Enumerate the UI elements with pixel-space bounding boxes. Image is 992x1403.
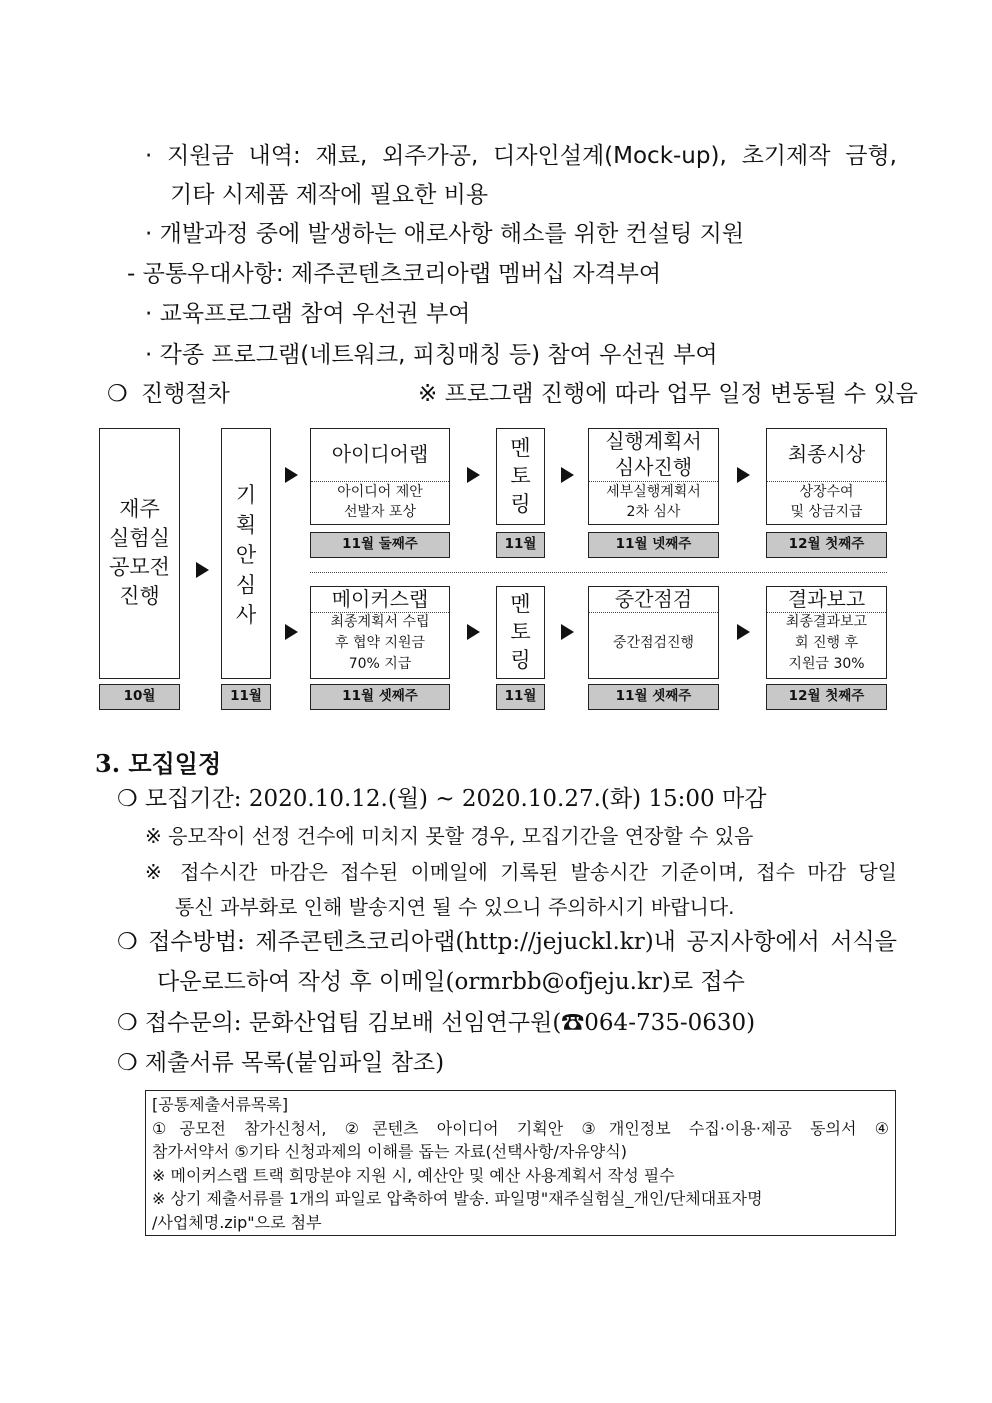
flow-plan-title-2: 심사진행	[614, 455, 693, 479]
arrow-icon	[561, 624, 574, 640]
flow-result-label: 12월 첫째주	[766, 684, 887, 710]
flow-start-title-2: 실험실	[109, 526, 170, 550]
schedule-note-2a: ※ 접수시간 마감은 접수된 이메일에 기록된 발송시간 기준이며, 접수 마감 당일	[145, 860, 897, 884]
schedule-method-b: 다운로드하여 작성 후 이메일(ormrbb@ofjeju.kr)로 접수	[157, 969, 745, 995]
support-line-4: · 교육프로그램 참여 우선권 부여	[145, 301, 471, 327]
flow-mentor2-title-3: 링	[510, 648, 531, 672]
flow-result-desc-2: 회 진행 후	[795, 635, 858, 651]
flow-review-label: 11월	[221, 684, 271, 710]
flow-mentor1-box	[496, 428, 545, 525]
doc-list-line-3: ※ 메이커스랩 트랙 희망분야 지원 시, 예산안 및 예산 사용계획서 작성 필수	[152, 1165, 675, 1185]
doc-list-line-2: 참가서약서 ⑤기타 신청과제의 이해를 돕는 자료(선택사항/자유양식)	[152, 1142, 627, 1161]
flow-plan-box	[588, 428, 719, 525]
doc-list-line-1: ①공모전 참가신청서, ②콘텐츠 아이디어 기획안 ③개인정보 수집·이용·제공 동의서 ④	[152, 1118, 889, 1138]
doc-list-line-5: /사업체명.zip"으로 첨부	[152, 1212, 322, 1232]
doc-list-line-4: ※ 상기 제출서류를 1개의 파일로 압축하여 발송. 파일명"재주실험실_개인/단체대표자명	[152, 1189, 763, 1208]
flow-maker-desc-3: 70% 지급	[348, 656, 412, 672]
schedule-docs: ❍ 제출서류 목록(붙임파일 참조)	[117, 1050, 445, 1076]
flow-mentor1-title-2: 토	[510, 464, 531, 488]
arrow-icon	[196, 562, 209, 578]
flow-mentor2-title-1: 멘	[510, 592, 531, 616]
flow-review-title-1: 기	[235, 483, 257, 507]
flow-start-title-4: 진행	[119, 584, 160, 608]
flow-start-title-1: 재주	[119, 497, 160, 521]
process-bullet: ❍	[107, 381, 128, 407]
arrow-icon	[467, 467, 480, 483]
schedule-method-a: ❍ 접수방법: 제주콘텐츠코리아랩(http://jejuckl.kr)내 공지사항에서 서식을	[117, 929, 897, 955]
schedule-period: ❍ 모집기간: 2020.10.12.(월) ~ 2020.10.27.(화) 15:00 마감	[117, 786, 767, 812]
flow-start-box	[99, 428, 180, 679]
flow-start-title-3: 공모전	[109, 555, 170, 579]
divider	[589, 612, 718, 613]
flow-final-label: 12월 첫째주	[766, 532, 887, 558]
flow-mid-title: 중간점검	[614, 587, 693, 611]
process-note: ※ 프로그램 진행에 따라 업무 일정 변동될 수 있음	[418, 381, 918, 407]
flow-review-title-4: 심	[235, 573, 257, 597]
flow-mentor1-label: 11월	[496, 532, 545, 558]
section-heading: 3. 모집일정	[95, 749, 222, 778]
flow-result-box	[766, 586, 887, 679]
flow-result-desc-1: 최종결과보고	[785, 614, 868, 630]
flow-idea-label: 11월 둘째주	[310, 532, 450, 558]
arrow-icon	[467, 624, 480, 640]
flow-result-title: 결과보고	[787, 587, 866, 611]
flow-plan-desc-2: 2차 심사	[626, 504, 681, 520]
row-divider	[310, 572, 887, 573]
doc-list-title: [공통제출서류목록]	[152, 1095, 289, 1114]
flow-start-label: 10월	[99, 684, 180, 710]
flow-final-desc-2: 및 상금지급	[790, 504, 863, 520]
arrow-icon	[285, 467, 298, 483]
support-line-1a: · 지원금 내역: 재료, 외주가공, 디자인설계(Mock-up), 초기제작 금형,	[145, 143, 897, 169]
flow-idea-title: 아이디어랩	[331, 442, 429, 466]
flow-plan-label: 11월 넷째주	[588, 532, 719, 558]
flow-maker-label: 11월 셋째주	[310, 684, 450, 710]
arrow-icon	[737, 467, 750, 483]
flow-maker-desc-1: 최종계획서 수립	[330, 614, 430, 630]
support-line-5: · 각종 프로그램(네트워크, 피칭매칭 등) 참여 우선권 부여	[145, 342, 718, 368]
flow-idea-desc-1: 아이디어 제안	[337, 484, 423, 500]
schedule-note-2b: 통신 과부화로 인해 발송지연 될 수 있으니 주의하시기 바랍니다.	[175, 895, 735, 919]
flow-maker-box	[310, 586, 450, 679]
schedule-note-1: ※ 응모작이 선정 건수에 미치지 못할 경우, 모집기간을 연장할 수 있음	[145, 824, 754, 848]
process-heading: 진행절차	[141, 381, 230, 407]
flow-mid-label: 11월 셋째주	[588, 684, 719, 710]
flow-maker-desc-2: 후 협약 지원금	[334, 635, 426, 651]
flow-result-desc-3: 지원금 30%	[788, 656, 865, 672]
arrow-icon	[285, 624, 298, 640]
flow-review-title-5: 사	[235, 603, 257, 627]
flow-idea-box	[310, 428, 450, 525]
flow-review-title-2: 획	[235, 513, 257, 537]
flow-mid-desc-1: 중간점검진행	[612, 635, 695, 651]
arrow-icon	[561, 467, 574, 483]
support-line-1b: 기타 시제품 제작에 필요한 비용	[170, 182, 489, 208]
schedule-contact: ❍ 접수문의: 문화산업팀 김보배 선임연구원(☎064-735-0630)	[117, 1010, 756, 1036]
flow-final-title: 최종시상	[787, 442, 866, 466]
flow-plan-desc-1: 세부실행계획서	[606, 484, 701, 500]
flow-mentor1-title-1: 멘	[510, 436, 531, 460]
flow-mentor1-title-3: 링	[510, 492, 531, 516]
flow-idea-desc-2: 선발자 포상	[343, 504, 417, 520]
flow-mentor2-label: 11월	[496, 684, 545, 710]
flow-review-title-3: 안	[235, 543, 257, 567]
flow-mentor2-box	[496, 586, 545, 679]
flow-final-desc-1: 상장수여	[799, 484, 854, 500]
flow-maker-title: 메이커스랩	[331, 587, 429, 611]
flow-review-box	[221, 428, 271, 679]
document-list-box	[145, 1090, 896, 1236]
flow-mentor2-title-2: 토	[510, 620, 531, 644]
flow-final-box	[766, 428, 887, 525]
support-line-3: - 공통우대사항: 제주콘텐츠코리아랩 멤버십 자격부여	[127, 261, 662, 287]
arrow-icon	[737, 624, 750, 640]
support-line-2: · 개발과정 중에 발생하는 애로사항 해소를 위한 컨설팅 지원	[145, 221, 745, 247]
flow-plan-title-1: 실행계획서	[605, 429, 702, 453]
flow-mid-box	[588, 586, 719, 679]
